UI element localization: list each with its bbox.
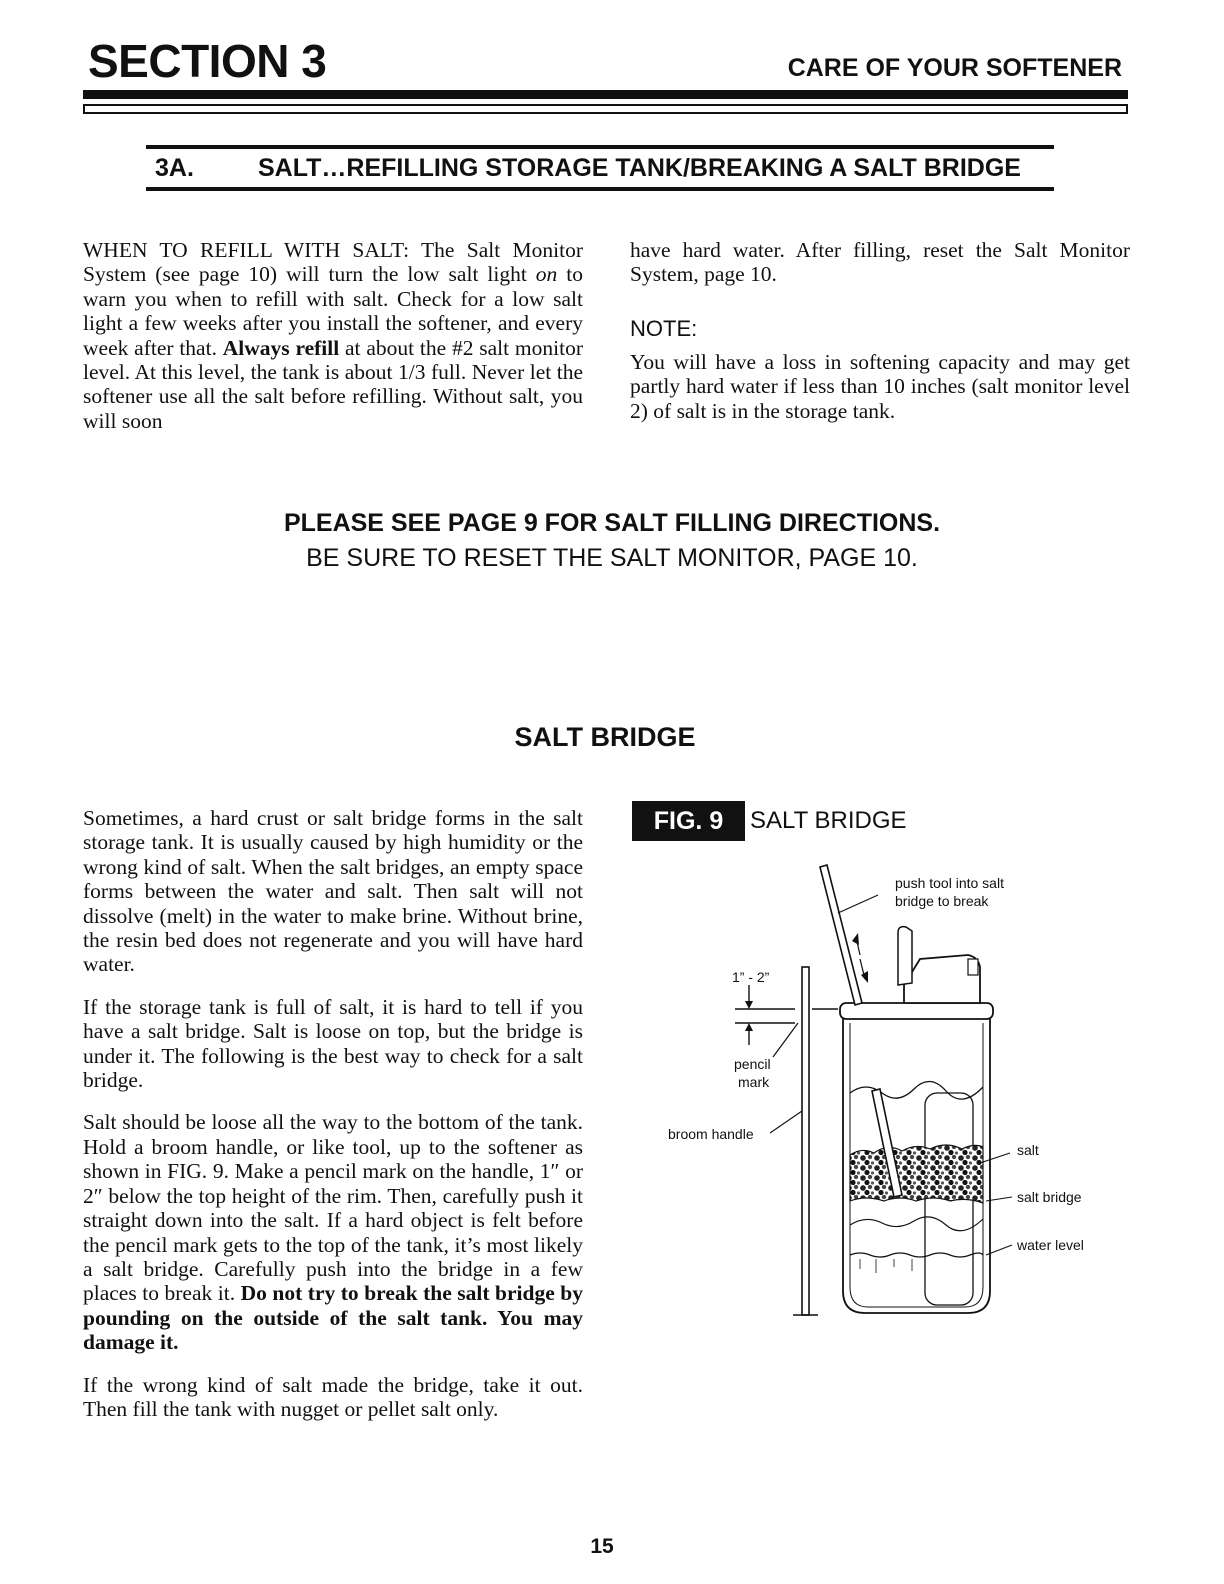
header-rule-outline — [83, 104, 1128, 114]
refill-paragraph-left — [83, 238, 583, 433]
subsection-rule-bottom — [146, 187, 1054, 191]
figure-badge: FIG. 9 — [632, 801, 745, 841]
measurement-arrows-icon — [745, 985, 753, 1045]
label-broom-handle: broom handle — [668, 1126, 754, 1142]
label-push-tool-2: bridge to break — [895, 893, 989, 909]
pencil-mark-pointer — [773, 1023, 798, 1057]
note-text: You will have a loss in softening capacity and may get partly hard water if less than 10 inches (salt monitor level 2) of salt is in the storage tank. — [630, 350, 1130, 423]
salt-bridge-crust-icon — [850, 1145, 983, 1203]
broom-handle-icon — [793, 967, 818, 1315]
subsection-title: SALT…REFILLING STORAGE TANK/BREAKING A SALT BRIDGE — [258, 154, 1021, 182]
label-salt-bridge: salt bridge — [1017, 1189, 1082, 1205]
refill-text-bold: Always refill — [222, 335, 340, 360]
page-number: 15 — [590, 1535, 614, 1558]
refill-text-italic: on — [535, 262, 558, 287]
note-paragraph — [630, 350, 1130, 423]
refill-text-1: WHEN TO REFILL WITH SALT: The Salt Monitor System (see page 10) will turn the low salt light — [83, 238, 583, 287]
salt-bridge-paragraph-2: If the storage tank is full of salt, it is hard to tell if you have a salt bridge. Salt is loose on top, but the bridge is under it. The following is the best way to check for a salt bridge. — [83, 994, 583, 1093]
salt-bridge-heading: SALT BRIDGE — [514, 722, 696, 752]
salt-bridge-diagram — [650, 855, 1120, 1325]
salt-bridge-paragraph-1: Sometimes, a hard crust or salt bridge forms in the salt storage tank. It is usually caused by high humidity or the wrong kind of salt. When the salt bridges, an empty space forms between the water and salt. Then salt will not dissolve (melt) in the water to make brine. Without brine, the resin bed does not regenerate and you will have hard water. — [83, 806, 583, 977]
note-heading: NOTE: — [630, 316, 698, 341]
label-pencil-1: pencil — [734, 1056, 771, 1072]
label-push-tool-1: push tool into salt — [895, 875, 1004, 891]
refill-paragraph-right — [630, 238, 1130, 287]
section-subtitle: CARE OF YOUR SOFTENER — [787, 54, 1122, 82]
figure-title: SALT BRIDGE — [750, 807, 907, 834]
label-measure: 1” - 2” — [732, 969, 770, 985]
refill-text-2: to warn you when to refill with salt. Check for a low salt light a few weeks after you install the softener, and every week after that. — [83, 262, 583, 360]
callout-salt-filling-directions: PLEASE SEE PAGE 9 FOR SALT FILLING DIRECTIONS. — [283, 509, 941, 537]
salt-bridge-warning: Do not try to break the salt bridge by pounding on the outside of the salt tank. You may damage it. — [83, 1281, 583, 1355]
callout-reset-monitor: BE SURE TO RESET THE SALT MONITOR, PAGE 10. — [306, 544, 918, 572]
section-title: SECTION 3 — [88, 35, 327, 87]
salt-bridge-paragraph-3-text: Salt should be loose all the way to the bottom of the tank. Hold a broom handle, or like tool, up to the softener as shown in FIG. 9. Make a pencil mark on the handle, 1″ or 2″ below the top height of the rim. Then, carefully push it straight down into the salt. If a hard object is felt before the pencil mark gets to the top of the tank, it’s most likely a salt bridge. Carefully push into the bridge in a few places to break it. — [83, 1110, 583, 1306]
salt-bridge-paragraph-4: If the wrong kind of salt made the bridge, take it out. Then fill the tank with nugget or pellet salt only. — [83, 1372, 583, 1421]
header-rule-thick — [83, 90, 1128, 99]
subsection-number: 3A. — [155, 154, 194, 182]
subsection-rule-top — [146, 145, 1054, 149]
salt-bridge-paragraph-3 — [83, 1110, 583, 1354]
salt-bridge-body — [83, 806, 583, 1439]
label-water-level: water level — [1017, 1237, 1084, 1253]
refill-continued-text: have hard water. After filling, reset the Salt Monitor System, page 10. — [630, 238, 1130, 287]
label-salt: salt — [1017, 1142, 1039, 1158]
label-pencil-2: mark — [738, 1074, 770, 1090]
refill-text-3: at about the #2 salt monitor level. At this level, the tank is about 1/3 full. Never let the softener use all the salt before refilling. Without salt, you will soon — [83, 335, 583, 433]
